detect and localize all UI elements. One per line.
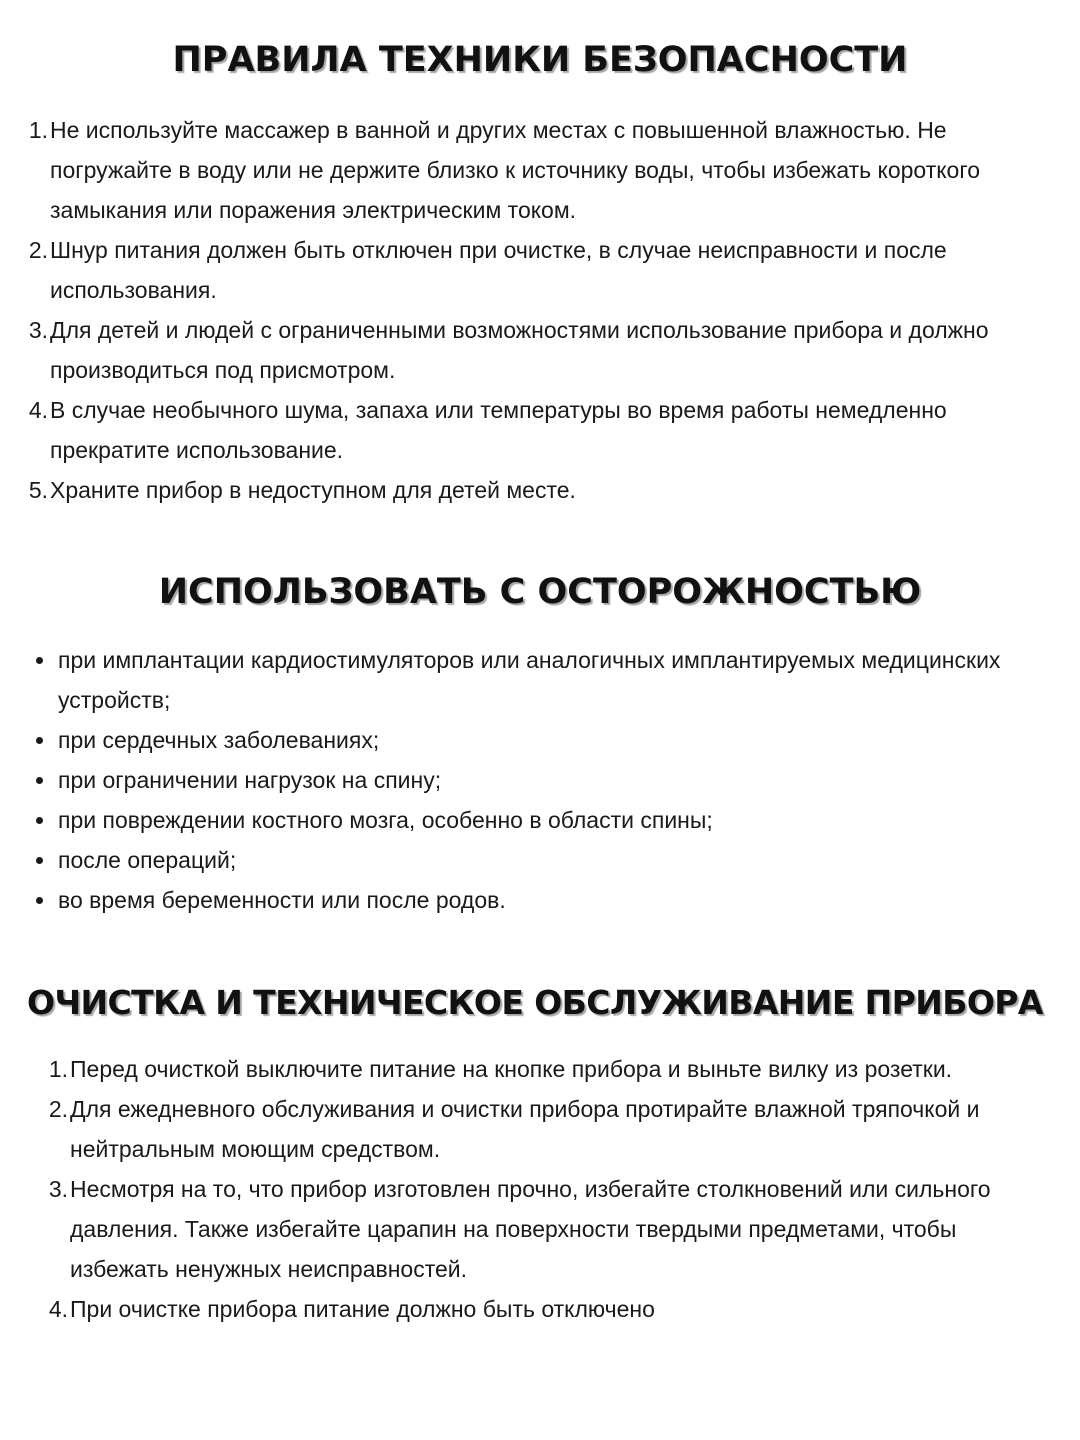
safety-rules-list <box>28 110 1050 510</box>
list-item <box>48 1049 1030 1089</box>
caution-list <box>58 640 1038 920</box>
list-item <box>48 1169 1030 1289</box>
bullet-item: при сердечных заболеваниях; <box>58 720 1038 760</box>
item-number: 3. <box>48 1176 68 1202</box>
item-number: 4. <box>48 1296 68 1322</box>
list-item <box>28 110 1050 230</box>
list-item <box>28 470 1050 510</box>
item-number: 4. <box>28 397 48 423</box>
item-text: В случае необычного шума, запаха или температуры во время работы немедленно прекратите использование. <box>50 397 947 463</box>
item-text: Перед очисткой выключите питание на кнопке прибора и выньте вилку из розетки. <box>70 1056 953 1082</box>
item-text: Храните прибор в недоступном для детей месте. <box>50 477 576 503</box>
item-number: 2. <box>48 1096 68 1122</box>
item-text: Несмотря на то, что прибор изготовлен прочно, избегайте столкновений или сильного давления. Также избегайте царапин на поверхности твердыми предметами, чтобы избежать ненужных неисправностей. <box>70 1176 991 1282</box>
bullet-item: после операций; <box>58 840 1038 880</box>
bullet-item: при имплантации кардиостимуляторов или аналогичных имплантируемых медицинских устройств; <box>58 640 1038 720</box>
list-item <box>28 230 1050 310</box>
list-item <box>48 1089 1030 1169</box>
item-number: 2. <box>28 237 48 263</box>
maintenance-heading: ОЧИСТКА И ТЕХНИЧЕСКОЕ ОБСЛУЖИВАНИЕ ПРИБОРА <box>27 983 1043 1022</box>
caution-heading: ИСПОЛЬЗОВАТЬ С ОСТОРОЖНОСТЬЮ <box>158 572 922 612</box>
item-number: 1. <box>28 117 48 143</box>
bullet-item: во время беременности или после родов. <box>58 880 1038 920</box>
item-text: Не используйте массажер в ванной и других местах с повышенной влажностью. Не погружайте в воду или не держите близко к источнику воды, чтобы избежать короткого замыкания или поражения электрическим током. <box>50 117 981 223</box>
maintenance-list <box>48 1049 1030 1329</box>
item-number: 5. <box>28 477 48 503</box>
bullet-item: при повреждении костного мозга, особенно в области спины; <box>58 800 1038 840</box>
list-item <box>28 390 1050 470</box>
item-text: Шнур питания должен быть отключен при очистке, в случае неисправности и после использования. <box>50 237 947 303</box>
bullet-item: при ограничении нагрузок на спину; <box>58 760 1038 800</box>
item-text: Для детей и людей с ограниченными возможностями использование прибора и должно производиться под присмотром. <box>50 317 989 383</box>
item-text: Для ежедневного обслуживания и очистки прибора протирайте влажной тряпочкой и нейтральным моющим средством. <box>70 1096 980 1162</box>
list-item <box>28 310 1050 390</box>
item-text: При очистке прибора питание должно быть отключено <box>70 1296 655 1322</box>
item-number: 1. <box>48 1056 68 1082</box>
list-item <box>48 1289 1030 1329</box>
safety-rules-heading: ПРАВИЛА ТЕХНИКИ БЕЗОПАСНОСТИ <box>172 40 908 80</box>
item-number: 3. <box>28 317 48 343</box>
